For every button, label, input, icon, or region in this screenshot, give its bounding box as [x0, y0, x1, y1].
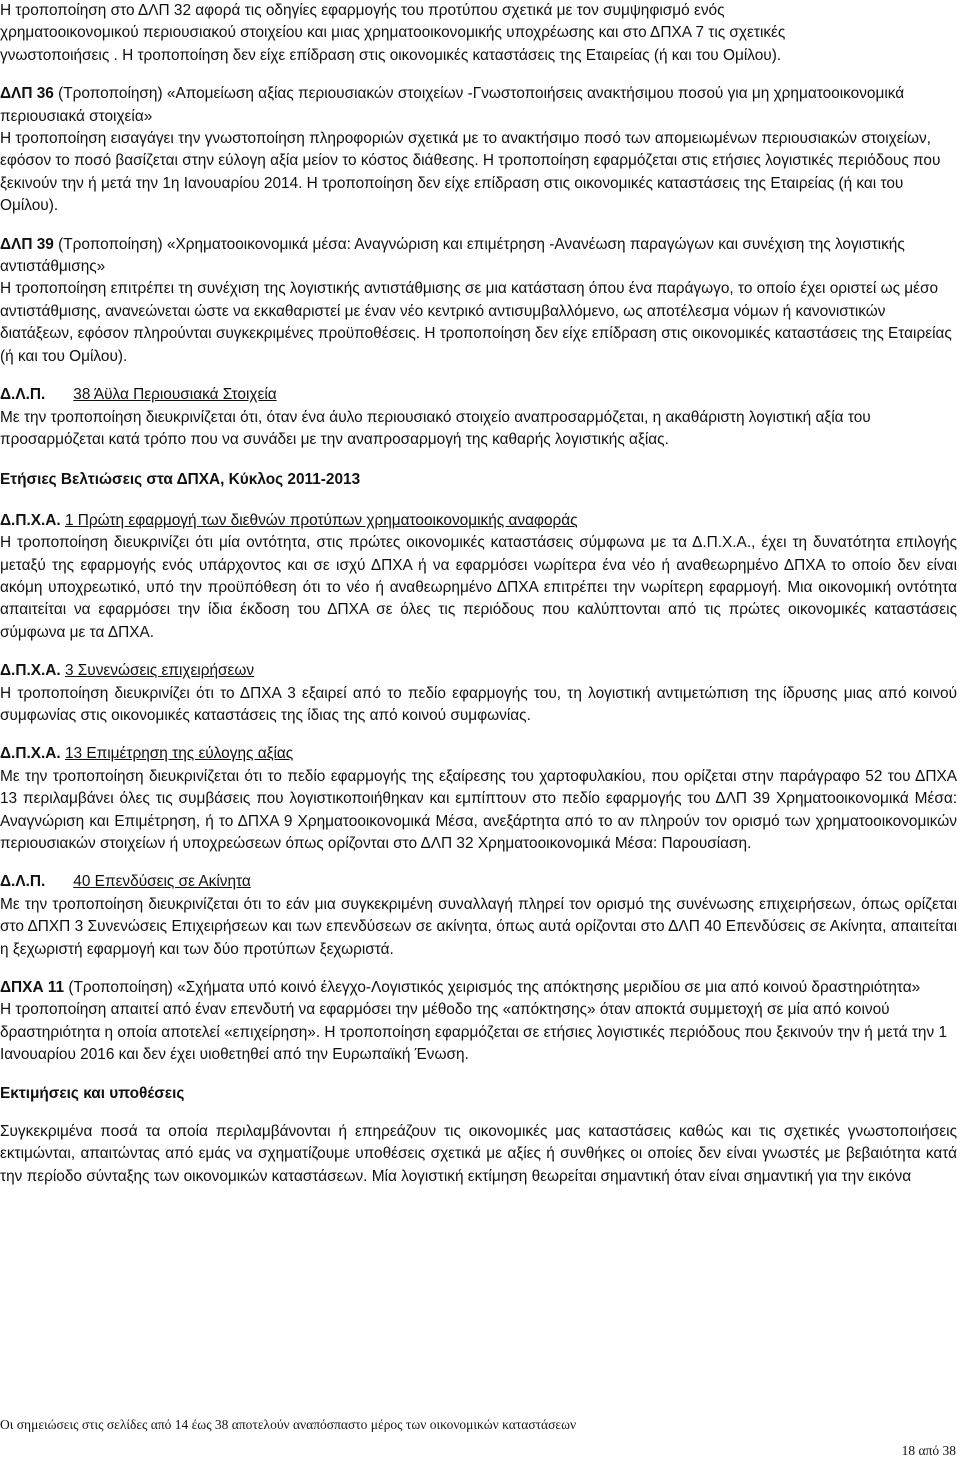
ias38-code: Δ.Λ.Π.	[0, 386, 46, 404]
ifrs1-section	[0, 510, 957, 644]
ifrs11-title: (Τροποποίηση) «Σχήματα υπό κοινό έλεγχο-Λογιστικός χειρισμός της απόκτησης μεριδίου σε μια από κοινού δραστηριότητα»	[64, 979, 921, 997]
ias39-code: ΔΛΠ 39	[0, 235, 54, 253]
estimates-heading: Εκτιμήσεις και υποθέσεις	[0, 1084, 185, 1102]
ias38-heading	[0, 384, 957, 406]
ias40-section	[0, 871, 957, 961]
ifrs13-section	[0, 743, 957, 855]
ifrs13-number: 13	[64, 745, 83, 763]
ifrs13-code: Δ.Π.Χ.Α.	[0, 745, 61, 763]
ias40-number: 40	[73, 873, 91, 891]
ifrs13-title: Επιμέτρηση της εύλογης αξίας	[82, 745, 294, 763]
ias36-code: ΔΛΠ 36	[0, 85, 54, 103]
ifrs1-body: Η τροποποίηση διευκρινίζει ότι μία οντότητα, στις πρώτες οικονομικές καταστάσεις σύμφωνα με τα Δ.Π.Χ.Α., έχει τη δυνατότητα επιλογής μεταξύ της εφαρμογής ενός υπάρχοντος και σε ισχύ ΔΠΧΑ ή να εφαρμόσει νωρίτερα ένα νέο ή αναθεωρημένο ΔΠΧΑ το οποίο δεν είναι ακόμη υποχρεωτικό, υπό την προϋπόθεση ότι το νέο ή αναθεωρημένο ΔΠΧΑ επιτρέπει την νωρίτερη εφαρμογή. Μια οικονομική οντότητα απαιτείται να εφαρμόσει την ίδια έκδοση του ΔΠΧΑ σε όλες τις περιόδους που καλύπτονται από τις πρώτες οικονομικές καταστάσεις σύμφωνα με τα ΔΠΧΑ.	[0, 534, 957, 641]
ifrs3-heading	[0, 660, 957, 682]
page-footer-note: Οι σημειώσεις στις σελίδες από 14 έως 38 αποτελούν αναπόσπαστο μέρος των οικονομικών καταστάσεων	[0, 1417, 577, 1432]
ifrs1-heading	[0, 510, 957, 532]
ifrs1-number: 1	[64, 511, 74, 529]
ias38-section	[0, 384, 957, 451]
ifrs3-code: Δ.Π.Χ.Α.	[0, 662, 61, 680]
ifrs11-section	[0, 977, 957, 1067]
ifrs11-code: ΔΠΧΑ 11	[0, 979, 65, 997]
ias38-title: Άϋλα Περιουσιακά Στοιχεία	[90, 386, 277, 404]
ifrs1-code: Δ.Π.Χ.Α.	[0, 511, 61, 529]
ias38-body: Με την τροποποίηση διευκρινίζεται ότι, όταν ένα άυλο περιουσιακό στοιχείο αναπροσαρμόζεται, η ακαθάριστη λογιστική αξία του προσαρμόζεται κατά τρόπο που να συνάδει με την αναπροσαρμογή της καθαρής λογιστικής αξίας.	[0, 408, 871, 448]
page-number: 18 από 38	[901, 1443, 956, 1458]
ias40-title: Επενδύσεις σε Ακίνητα	[90, 873, 251, 891]
ias40-body: Με την τροποποίηση διευκρινίζεται ότι το εάν μια συγκεκριμένη συναλλαγή πληρεί τον ορισμό της συνένωσης επιχειρήσεων, όπως ορίζεται στο ΔΠΧΠ 3 Συνενώσεις Επιχειρήσεων και των επενδύσεων σε ακίνητα, όπως αυτά ορίζονται στο ΔΛΠ 40 Επενδύσεις σε Ακίνητα, απαιτείται η ξεχωριστή εφαρμογή και των δύο προτύπων ξεχωριστά.	[0, 895, 957, 958]
intro-paragraph	[0, 0, 957, 67]
intro-line-1: Η τροποποίηση στο ΔΛΠ 32 αφορά τις οδηγίες εφαρμογής του προτύπου σχετικά με τον συμψηφισμό ενός	[0, 2, 725, 19]
ias39-title: (Τροποποίηση) «Χρηματοοικονομικά μέσα: Αναγνώριση και επιμέτρηση -Ανανέωση παραγώγων και συνέχιση της λογιστικής αντιστάθμισης»	[0, 235, 905, 276]
ias36-heading	[0, 83, 957, 128]
ifrs3-number: 3	[64, 662, 74, 680]
ias39-heading	[0, 234, 957, 279]
ias39-body: Η τροποποίηση επιτρέπει τη συνέχιση της λογιστικής αντιστάθμισης σε μια κατάσταση όπου ένα παράγωγο, το οποίο έχει οριστεί ως μέσο αντιστάθμισης, ανανεώνεται ώστε να εκκαθαριστεί με έναν νέο κεντρικό αντισυμβαλλόμενο, ως αποτέλεσμα νόμων ή κανονιστικών διατάξεων, εφόσον πληρούνται συγκεκριμένες προϋποθέσεις. Η τροποποίηση δεν είχε επίδραση στις οικονομικές καταστάσεις της Εταιρείας (ή και του Ομίλου).	[0, 280, 952, 365]
ias40-code: Δ.Λ.Π.	[0, 873, 46, 891]
ifrs3-section	[0, 660, 957, 727]
intro-line-3: γνωστοποιήσεις . Η τροποποίηση δεν είχε επίδραση στις οικονομικές καταστάσεις της Εταιρείας (ή και του Ομίλου).	[0, 46, 782, 64]
ifrs3-title: Συνενώσεις επιχειρήσεων	[73, 662, 255, 680]
ifrs13-body: Με την τροποποίηση διευκρινίζεται ότι το πεδίο εφαρμογής της εξαίρεσης του χαρτοφυλακίου, που ορίζεται στην παράγραφο 52 του ΔΠΧΑ 13 περιλαμβάνει όλες τις συμβάσεις που λογιστικοποιήθηκαν και εμπίπτουν στο πεδίο εφαρμογής του ΔΛΠ 39 Χρηματοοικονομικά Μέσα: Αναγνώριση και Επιμέτρηση, ή το ΔΠΧΑ 9 Χρηματοοικονομικά Μέσα, ανεξάρτητα από το αν πληρούν τον ορισμό των χρηματοοικονομικών περιουσιακών στοιχείων ή υποχρεώσεων όπως ορίζονται στο ΔΛΠ 32 Χρηματοοικονομικά Μέσα: Παρουσίαση.	[0, 767, 957, 852]
ifrs13-heading	[0, 743, 957, 765]
estimates-body: Συγκεκριμένα ποσά τα οποία περιλαμβάνονται ή επηρεάζουν τις οικονομικές μας καταστάσεις καθώς και τις σχετικές γνωστοποιήσεις εκτιμώνται, απαιτώντας από εμάς να σχηματίζουμε υποθέσεις σχετικά με αξίες ή συνθήκες οι οποίες δεν είναι γνωστές με βεβαιότητα κατά την περίοδο σύνταξης των οικονομικών καταστάσεων. Μία λογιστική εκτίμηση θεωρείται σημαντική όταν είναι σημαντική για την εικόνα	[0, 1123, 957, 1185]
ias39-section	[0, 234, 957, 368]
ifrs11-body: Η τροποποίηση απαιτεί από έναν επενδυτή να εφαρμόσει την μέθοδο της «απόκτησης» όταν αποκτά συμμετοχή σε μία από κοινού δραστηριότητα η οποία αποτελεί «επιχείρηση». Η τροποποίηση εφαρμόζεται σε ετήσιες λογιστικές περιόδους που ξεκινούν την ή μετά την 1 Ιανουαρίου 2016 και δεν έχει υιοθετηθεί από την Ευρωπαϊκή Ένωση.	[0, 1001, 948, 1064]
ias36-title: (Τροποποίηση) «Απομείωση αξίας περιουσιακών στοιχείων -Γνωστοποιήσεις ανακτήσιμου ποσού για μη χρηματοοικονομικά περιουσιακά στοιχεία»	[0, 85, 905, 125]
intro-line-2: χρηματοοικονομικού περιουσιακού στοιχείου και μιας χρηματοοικονομικής υποχρέωσης και στο ΔΠΧΑ 7 τις σχετικές	[0, 24, 786, 42]
ifrs11-heading	[0, 977, 957, 999]
ias36-section	[0, 83, 957, 217]
ias38-number: 38	[73, 386, 91, 404]
ias40-heading	[0, 871, 957, 893]
annual-improvements-heading: Ετήσιες Βελτιώσεις στα ΔΠΧΑ, Κύκλος 2011-2013	[0, 471, 361, 489]
ias36-body: Η τροποποίηση εισαγάγει την γνωστοποίηση πληροφοριών σχετικά με το ανακτήσιμο ποσό των απομειωμένων περιουσιακών στοιχείων, εφόσον το ποσό βασίζεται στην εύλογη αξία μείον το κόστος διάθεσης. Η τροποποίηση εφαρμόζεται στις ετήσιες λογιστικές περιόδους που ξεκινούν την ή μετά την 1η Ιανουαρίου 2014. Η τροποποίηση δεν είχε επίδραση στις οικονομικές καταστάσεις της Εταιρείας (ή και του Ομίλου).	[0, 130, 941, 215]
ifrs3-body: Η τροποποίηση διευκρινίζει ότι το ΔΠΧΑ 3 εξαιρεί από το πεδίο εφαρμογής του, τη λογιστική αντιμετώπιση της ίδρυσης μιας από κοινού συμφωνίας στις οικονομικές καταστάσεις της ίδιας της από κοινού συμφωνίας.	[0, 684, 957, 724]
ifrs1-title: Πρώτη εφαρμογή των διεθνών προτύπων χρηματοοικονομικής αναφοράς	[73, 511, 578, 529]
